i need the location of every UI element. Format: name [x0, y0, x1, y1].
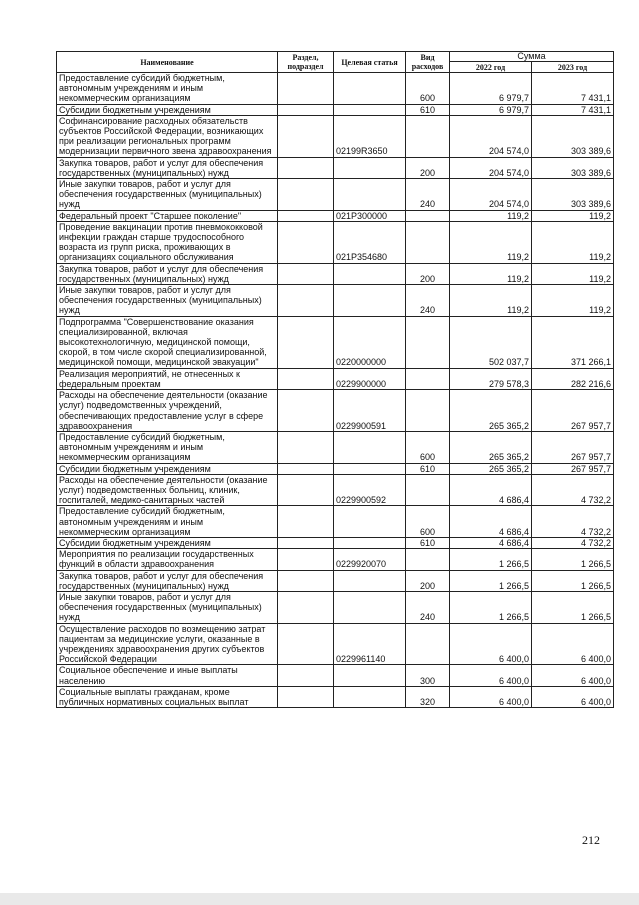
cell-target: 02199R3650	[334, 115, 406, 157]
cell-2023: 1 266,5	[532, 591, 614, 623]
cell-target	[334, 506, 406, 538]
cell-expense: 610	[406, 537, 450, 548]
cell-name: Предоставление субсидий бюджетным, автономным учреждениям и иным некоммерческим организациям	[57, 73, 278, 105]
cell-expense: 600	[406, 431, 450, 463]
cell-section	[278, 591, 334, 623]
cell-target: 0229900591	[334, 390, 406, 432]
table-row	[57, 390, 614, 432]
cell-target	[334, 104, 406, 115]
table-row	[57, 431, 614, 463]
cell-2022: 4 686,4	[450, 506, 532, 538]
cell-2022: 265 365,2	[450, 463, 532, 474]
cell-name: Мероприятия по реализации государственных функций в области здравоохранения	[57, 549, 278, 570]
header-target: Целевая статья	[334, 52, 406, 73]
cell-2022: 119,2	[450, 221, 532, 263]
cell-section	[278, 537, 334, 548]
header-expense: Вид расходов	[406, 52, 450, 73]
cell-name: Иные закупки товаров, работ и услуг для обеспечения государственных (муниципальных) нужд	[57, 591, 278, 623]
cell-expense	[406, 390, 450, 432]
cell-target: 0229900000	[334, 368, 406, 389]
cell-2022: 119,2	[450, 263, 532, 284]
cell-2022: 4 686,4	[450, 537, 532, 548]
cell-2022: 1 266,5	[450, 549, 532, 570]
budget-table	[56, 51, 614, 708]
cell-target: 0229900592	[334, 474, 406, 506]
cell-target: 0229920070	[334, 549, 406, 570]
table-row	[57, 179, 614, 211]
cell-2023: 267 957,7	[532, 390, 614, 432]
cell-2022: 279 578,3	[450, 368, 532, 389]
cell-expense: 600	[406, 506, 450, 538]
cell-section	[278, 570, 334, 591]
cell-2022: 6 979,7	[450, 104, 532, 115]
table-row	[57, 591, 614, 623]
cell-2022: 204 574,0	[450, 157, 532, 178]
cell-target	[334, 73, 406, 105]
cell-2023: 4 732,2	[532, 506, 614, 538]
cell-2023: 282 216,6	[532, 368, 614, 389]
header-name: Наименование	[57, 52, 278, 73]
cell-target	[334, 285, 406, 317]
cell-name: Закупка товаров, работ и услуг для обеспечения государственных (муниципальных) нужд	[57, 157, 278, 178]
cell-2023: 371 266,1	[532, 316, 614, 368]
cell-2022: 265 365,2	[450, 390, 532, 432]
table-row	[57, 549, 614, 570]
cell-name: Реализация мероприятий, не отнесенных к федеральным проектам	[57, 368, 278, 389]
cell-2022: 119,2	[450, 210, 532, 221]
cell-2023: 303 389,6	[532, 115, 614, 157]
cell-expense: 320	[406, 686, 450, 707]
scan-bottom-edge	[0, 893, 639, 905]
cell-target	[334, 570, 406, 591]
cell-target	[334, 665, 406, 686]
cell-expense	[406, 115, 450, 157]
cell-target	[334, 263, 406, 284]
cell-2023: 4 732,2	[532, 537, 614, 548]
cell-target: 0229961140	[334, 623, 406, 665]
cell-name: Проведение вакцинации против пневмококковой инфекции граждан старше трудоспособного возраста из групп риска, проживающих в организациях социального обслуживания	[57, 221, 278, 263]
cell-expense: 200	[406, 157, 450, 178]
cell-section	[278, 665, 334, 686]
cell-2022: 119,2	[450, 285, 532, 317]
table-row	[57, 221, 614, 263]
cell-expense: 300	[406, 665, 450, 686]
cell-target	[334, 686, 406, 707]
table-row	[57, 316, 614, 368]
cell-section	[278, 368, 334, 389]
cell-target: 021P354680	[334, 221, 406, 263]
cell-expense	[406, 549, 450, 570]
table-row	[57, 104, 614, 115]
cell-expense: 600	[406, 73, 450, 105]
cell-name: Федеральный проект "Старшее поколение"	[57, 210, 278, 221]
cell-2022: 6 400,0	[450, 665, 532, 686]
header-year-2023: 2023 год	[532, 62, 614, 73]
cell-2023: 267 957,7	[532, 463, 614, 474]
cell-section	[278, 179, 334, 211]
cell-2023: 6 400,0	[532, 665, 614, 686]
table-row	[57, 210, 614, 221]
cell-2023: 7 431,1	[532, 104, 614, 115]
cell-name: Социальные выплаты гражданам, кроме публичных нормативных социальных выплат	[57, 686, 278, 707]
table-row	[57, 506, 614, 538]
cell-expense	[406, 221, 450, 263]
cell-target	[334, 179, 406, 211]
cell-expense	[406, 474, 450, 506]
cell-section	[278, 285, 334, 317]
cell-2022: 1 266,5	[450, 591, 532, 623]
cell-2022: 6 979,7	[450, 73, 532, 105]
cell-2022: 6 400,0	[450, 686, 532, 707]
cell-target	[334, 463, 406, 474]
cell-2023: 1 266,5	[532, 570, 614, 591]
table-row	[57, 686, 614, 707]
cell-expense	[406, 210, 450, 221]
table-row	[57, 285, 614, 317]
cell-2022: 1 266,5	[450, 570, 532, 591]
cell-2022: 265 365,2	[450, 431, 532, 463]
table-body	[57, 73, 614, 708]
cell-2023: 119,2	[532, 221, 614, 263]
cell-2022: 502 037,7	[450, 316, 532, 368]
table-row	[57, 665, 614, 686]
table-row	[57, 263, 614, 284]
cell-name: Софинансирование расходных обязательств субъектов Российской Федерации, возникающих при реализации региональных программ модернизации первичного звена здравоохранения	[57, 115, 278, 157]
table-row	[57, 570, 614, 591]
cell-name: Субсидии бюджетным учреждениям	[57, 104, 278, 115]
cell-name: Предоставление субсидий бюджетным, автономным учреждениям и иным некоммерческим организациям	[57, 431, 278, 463]
cell-expense: 240	[406, 285, 450, 317]
cell-2023: 6 400,0	[532, 623, 614, 665]
cell-section	[278, 431, 334, 463]
cell-name: Иные закупки товаров, работ и услуг для обеспечения государственных (муниципальных) нужд	[57, 285, 278, 317]
cell-2022: 4 686,4	[450, 474, 532, 506]
cell-target	[334, 537, 406, 548]
cell-name: Субсидии бюджетным учреждениям	[57, 463, 278, 474]
cell-expense	[406, 368, 450, 389]
cell-section	[278, 686, 334, 707]
table-row	[57, 537, 614, 548]
table-row	[57, 368, 614, 389]
table-row	[57, 463, 614, 474]
cell-name: Субсидии бюджетным учреждениям	[57, 537, 278, 548]
table-header	[57, 52, 614, 73]
cell-expense: 240	[406, 179, 450, 211]
page-number: 212	[582, 833, 600, 847]
cell-name: Расходы на обеспечение деятельности (оказание услуг) подведомственных учреждений, обеспечивающих предоставление услуг в сфере здравоохранения	[57, 390, 278, 432]
cell-2023: 119,2	[532, 210, 614, 221]
cell-section	[278, 623, 334, 665]
table-row	[57, 73, 614, 105]
cell-target	[334, 431, 406, 463]
cell-2023: 7 431,1	[532, 73, 614, 105]
cell-expense: 610	[406, 104, 450, 115]
cell-name: Закупка товаров, работ и услуг для обеспечения государственных (муниципальных) нужд	[57, 263, 278, 284]
cell-section	[278, 263, 334, 284]
cell-name: Закупка товаров, работ и услуг для обеспечения государственных (муниципальных) нужд	[57, 570, 278, 591]
cell-expense: 610	[406, 463, 450, 474]
cell-2023: 6 400,0	[532, 686, 614, 707]
cell-2022: 6 400,0	[450, 623, 532, 665]
cell-expense: 200	[406, 570, 450, 591]
cell-name: Предоставление субсидий бюджетным, автономным учреждениям и иным некоммерческим организациям	[57, 506, 278, 538]
header-section: Раздел, подраздел	[278, 52, 334, 73]
table-row	[57, 157, 614, 178]
cell-2023: 119,2	[532, 263, 614, 284]
table-row	[57, 115, 614, 157]
cell-2023: 119,2	[532, 285, 614, 317]
table-row	[57, 474, 614, 506]
cell-name: Расходы на обеспечение деятельности (оказание услуг) подведомственных больниц, клиник, госпиталей, медико-санитарных частей	[57, 474, 278, 506]
cell-section	[278, 73, 334, 105]
cell-2023: 267 957,7	[532, 431, 614, 463]
cell-section	[278, 104, 334, 115]
header-sum: Сумма	[450, 52, 614, 62]
cell-2022: 204 574,0	[450, 179, 532, 211]
cell-target: 021P300000	[334, 210, 406, 221]
cell-name: Подпрограмма "Совершенствование оказания специализированной, включая высокотехнологичную, медицинской помощи, скорой, в том числе скорой специализированной, медицинской помощи, медицинской эвакуации"	[57, 316, 278, 368]
cell-2023: 4 732,2	[532, 474, 614, 506]
cell-name: Иные закупки товаров, работ и услуг для обеспечения государственных (муниципальных) нужд	[57, 179, 278, 211]
cell-expense	[406, 316, 450, 368]
cell-section	[278, 474, 334, 506]
cell-expense: 240	[406, 591, 450, 623]
cell-section	[278, 157, 334, 178]
cell-section	[278, 316, 334, 368]
cell-2023: 303 389,6	[532, 179, 614, 211]
cell-expense: 200	[406, 263, 450, 284]
cell-target	[334, 591, 406, 623]
cell-section	[278, 390, 334, 432]
cell-target: 0220000000	[334, 316, 406, 368]
cell-section	[278, 549, 334, 570]
cell-section	[278, 115, 334, 157]
cell-target	[334, 157, 406, 178]
cell-name: Осуществление расходов по возмещению затрат пациентам за медицинские услуги, оказанные в учреждениях здравоохранения других субъектов Российской Федерации	[57, 623, 278, 665]
header-year-2022: 2022 год	[450, 62, 532, 73]
cell-section	[278, 506, 334, 538]
cell-section	[278, 221, 334, 263]
table-row	[57, 623, 614, 665]
cell-section	[278, 463, 334, 474]
cell-2022: 204 574,0	[450, 115, 532, 157]
cell-2023: 1 266,5	[532, 549, 614, 570]
cell-name: Социальное обеспечение и иные выплаты населению	[57, 665, 278, 686]
cell-2023: 303 389,6	[532, 157, 614, 178]
cell-section	[278, 210, 334, 221]
cell-expense	[406, 623, 450, 665]
